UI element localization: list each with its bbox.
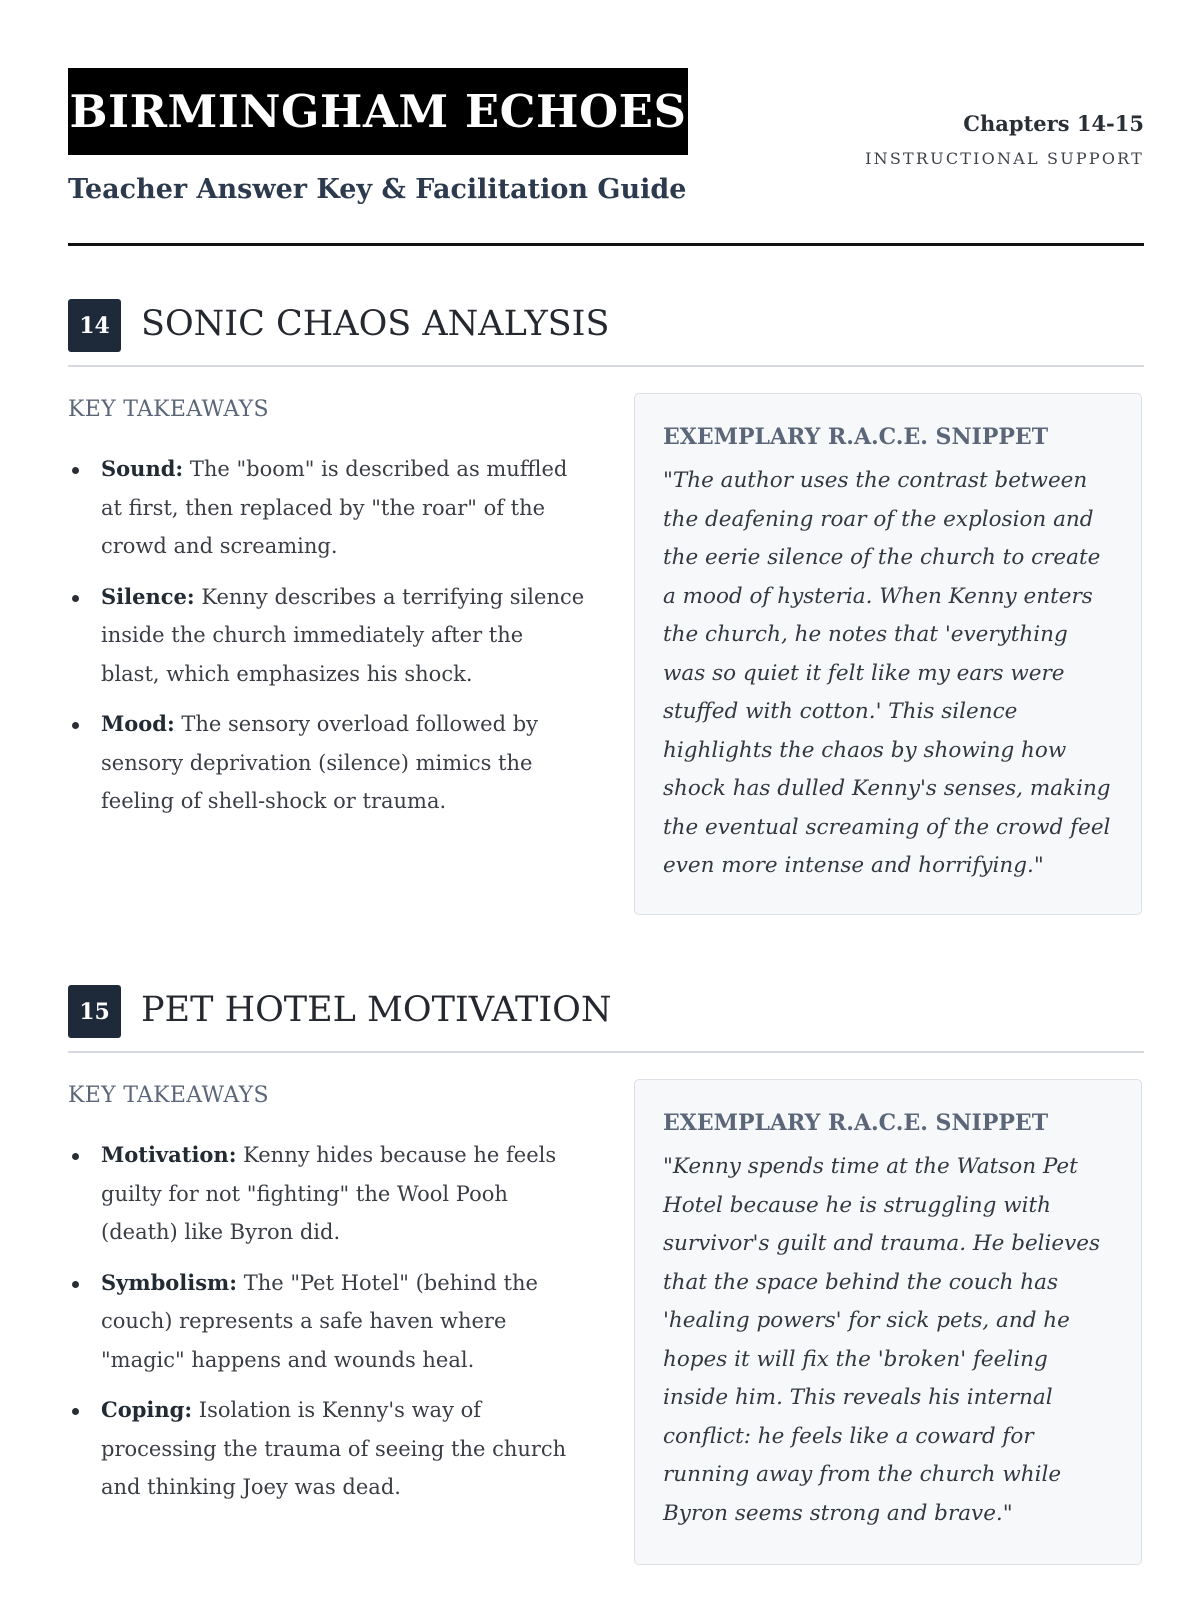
- bullet-icon: [72, 1408, 79, 1415]
- section-title: PET HOTEL MOTIVATION: [141, 990, 612, 1030]
- bullet-icon: [72, 1281, 79, 1288]
- key-takeaways-label: KEY TAKEAWAYS: [68, 1083, 269, 1108]
- document-title: BIRMINGHAM ECHOES: [69, 85, 687, 138]
- section-header: [68, 299, 1144, 359]
- takeaway-text: Isolation is Kenny's way of processing the trauma of seeing the church and thinking Joey was dead.: [101, 1398, 567, 1499]
- takeaway-term: Silence:: [101, 583, 195, 609]
- list-item: [68, 1264, 588, 1380]
- section-15: [68, 985, 1144, 1570]
- takeaway-term: Sound:: [101, 456, 184, 481]
- takeaway-term: Symbolism:: [101, 1269, 238, 1295]
- list-item: [68, 1391, 588, 1507]
- takeaway-text: The "boom" is described as muffled at first, then replaced by "the roar" of the crowd and screaming.: [101, 457, 568, 558]
- section-number-badge: 15: [68, 985, 121, 1038]
- section-number-badge: 14: [68, 299, 121, 352]
- race-snippet-box: [634, 1079, 1142, 1565]
- bullet-icon: [72, 467, 79, 474]
- takeaways-list: [68, 1136, 588, 1507]
- takeaways-list: [68, 450, 588, 821]
- section-divider: [68, 365, 1144, 367]
- section-header: [68, 985, 1144, 1045]
- list-item: [68, 578, 588, 694]
- document-subtitle: Teacher Answer Key & Facilitation Guide: [68, 174, 687, 205]
- bullet-icon: [72, 1153, 79, 1160]
- takeaway-text: The "Pet Hotel" (behind the couch) represents a safe haven where "magic" happens and wounds heal.: [101, 1270, 538, 1372]
- key-takeaways-label: KEY TAKEAWAYS: [68, 397, 269, 422]
- header-divider: [68, 243, 1144, 246]
- section-title: SONIC CHAOS ANALYSIS: [141, 304, 610, 344]
- list-item: [68, 1136, 588, 1252]
- snippet-label: EXEMPLARY R.A.C.E. SNIPPET: [663, 1110, 1049, 1136]
- takeaway-text: The sensory overload followed by sensory deprivation (silence) mimics the feeling of shell-shock or trauma.: [101, 712, 539, 813]
- list-item: [68, 705, 588, 821]
- takeaway-text: Kenny describes a terrifying silence inside the church immediately after the blast, which emphasizes his shock.: [101, 584, 585, 686]
- instructional-support-label: INSTRUCTIONAL SUPPORT: [865, 149, 1144, 168]
- section-divider: [68, 1051, 1144, 1053]
- title-banner: [68, 68, 688, 155]
- snippet-text: "The author uses the contrast between the deafening roar of the explosion and the eerie silence of the church to create a mood of hysteria. When Kenny enters the church, he notes that 'everything was so quiet it felt like my ears were stuffed with cotton.' This silence highlights the chaos by showing how shock has dulled Kenny's senses, making the eventual screaming of the crowd feel even more intense and horrifying.": [663, 468, 1111, 878]
- takeaway-term: Motivation:: [101, 1142, 237, 1167]
- snippet-label: EXEMPLARY R.A.C.E. SNIPPET: [663, 424, 1049, 450]
- key-takeaways: [68, 397, 588, 833]
- takeaway-term: Mood:: [101, 711, 175, 736]
- list-item: [68, 450, 588, 566]
- bullet-icon: [72, 595, 79, 602]
- takeaway-text: Kenny hides because he feels guilty for not "fighting" the Wool Pooh (death) like Byron did.: [101, 1143, 557, 1244]
- section-14: [68, 299, 1144, 919]
- takeaway-term: Coping:: [101, 1397, 193, 1422]
- race-snippet-box: [634, 393, 1142, 915]
- bullet-icon: [72, 722, 79, 729]
- chapters-label: Chapters 14-15: [963, 111, 1144, 136]
- snippet-text: "Kenny spends time at the Watson Pet Hotel because he is struggling with survivor's guilt and trauma. He believes that the space behind the couch has 'healing powers' for sick pets, and he hopes it will fix the 'broken' feeling inside him. This reveals his internal conflict: he feels like a coward for running away from the church while Byron seems strong and brave.": [663, 1154, 1101, 1526]
- key-takeaways: [68, 1083, 588, 1519]
